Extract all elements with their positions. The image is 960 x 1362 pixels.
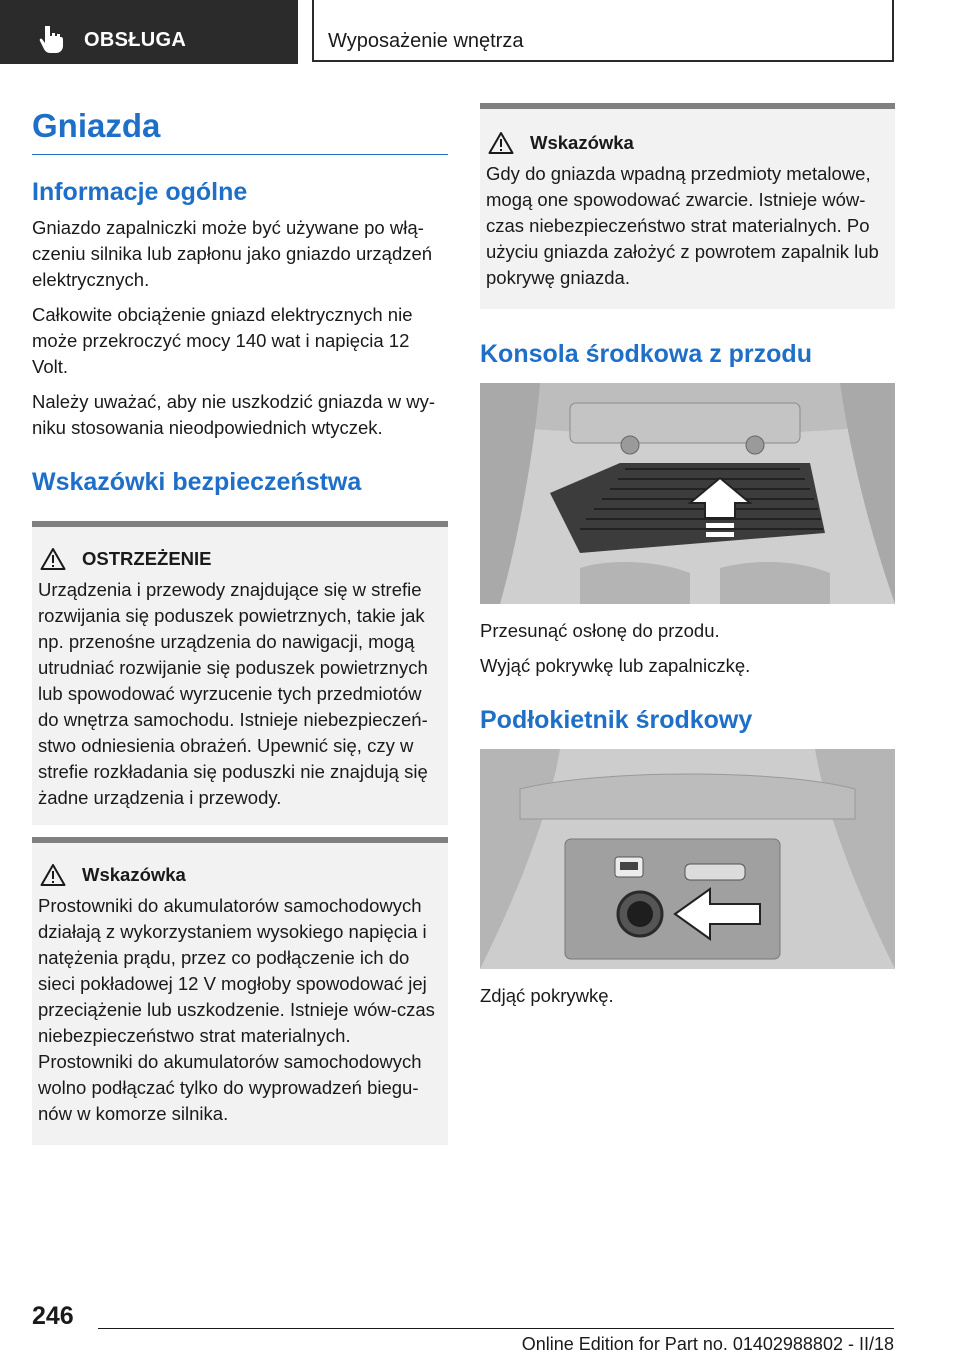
left-column <box>32 100 448 1145</box>
section-tab <box>0 0 298 64</box>
warning-triangle-icon <box>40 547 66 571</box>
front-console-step-1: Przesunąć osłonę do przodu. <box>480 620 720 641</box>
note-title: Wskazówka <box>530 132 634 153</box>
warning-triangle-icon <box>40 863 66 887</box>
footer-divider <box>98 1328 894 1329</box>
armrest-illustration <box>480 749 895 969</box>
front-console-step-2: Wyjąć pokrywkę lub zapalniczkę. <box>480 655 751 676</box>
note-box-charger <box>32 837 448 1145</box>
warning-triangle-icon <box>488 131 514 155</box>
note-box-metal <box>480 103 895 309</box>
edition-text: Online Edition for Part no. 01402988802 - II/18 <box>521 1334 894 1354</box>
note-header <box>32 843 448 887</box>
general-paragraph-3: Należy uważać, aby nie uszkodzić gniazda w wy‐niku stosowania nieodpowiednich wtyczek. <box>32 391 436 438</box>
front-console-illustration <box>480 383 895 604</box>
warning-header <box>32 527 448 571</box>
armrest-heading: Podłokietnik środkowy <box>480 706 753 734</box>
note-header <box>480 109 895 155</box>
front-console-image <box>480 383 895 604</box>
page-number: 246 <box>32 1302 74 1330</box>
front-console-heading: Konsola środkowa z przodu <box>480 340 812 368</box>
hand-pointer-icon <box>38 24 64 54</box>
note-text: Gdy do gniazda wpadną przedmioty metalowe, mogą one spowodować zwarcie. Istnieje wów‐czas niebezpieczeństwo strat materialnych. Po użyciu gniazda założyć z powrotem zapalnik lub pokrywę gniazda. <box>486 163 879 288</box>
general-info-heading: Informacje ogólne <box>32 178 248 206</box>
section-label: OBSŁUGA <box>84 29 187 51</box>
page-title: Gniazda <box>32 107 161 144</box>
right-column <box>480 100 895 1018</box>
warning-box <box>32 521 448 825</box>
chapter-title: Wyposażenie wnętrza <box>328 30 524 52</box>
general-paragraph-2: Całkowite obciążenie gniazd elektrycznych nie może przekroczyć mocy 140 wat i napięcia 12 Volt. <box>32 304 413 377</box>
title-divider <box>32 154 448 155</box>
warning-text: Urządzenia i przewody znajdujące się w strefie rozwijania się poduszek powietrznych, takie jak np. przenośne urządzenia do nawigacji, mogą utrudniać rozwijanie się poduszek powietrznych lub spowodować wyrzucenie tych przedmiotów do wnętrza samochodu. Istnieje niebezpieczeń‐stwo odniesienia obrażeń. Upewnić się, czy w strefie rozkładania się poduszki nie znajdują się żadne urządzenia i przewody. <box>38 579 428 808</box>
armrest-image <box>480 749 895 969</box>
general-paragraph-1: Gniazdo zapalniczki może być używane po włą‐czeniu silnika lub zapłonu jako gniazdo urządzeń elektrycznych. <box>32 217 433 290</box>
note-text: Prostowniki do akumulatorów samochodowych działają z wykorzystaniem wysokiego napięcia i natężenia prądu, przez co podłączenie ich do sieci pokładowej 12 V mogłoby spowodować jej przeciążenie lub uszkodzenie. Istnieje wów‐czas niebezpieczeństwo strat materialnych. Prostowniki do akumulatorów samochodowych wolno podłączać tylko do wyprowadzeń biegu‐nów w komorze silnika. <box>38 895 435 1124</box>
armrest-step-1: Zdjąć pokrywkę. <box>480 985 614 1006</box>
note-title: Wskazówka <box>82 864 186 885</box>
warning-title: OSTRZEŻENIE <box>82 548 212 569</box>
safety-heading: Wskazówki bezpieczeństwa <box>32 468 362 496</box>
chapter-header <box>312 0 894 62</box>
